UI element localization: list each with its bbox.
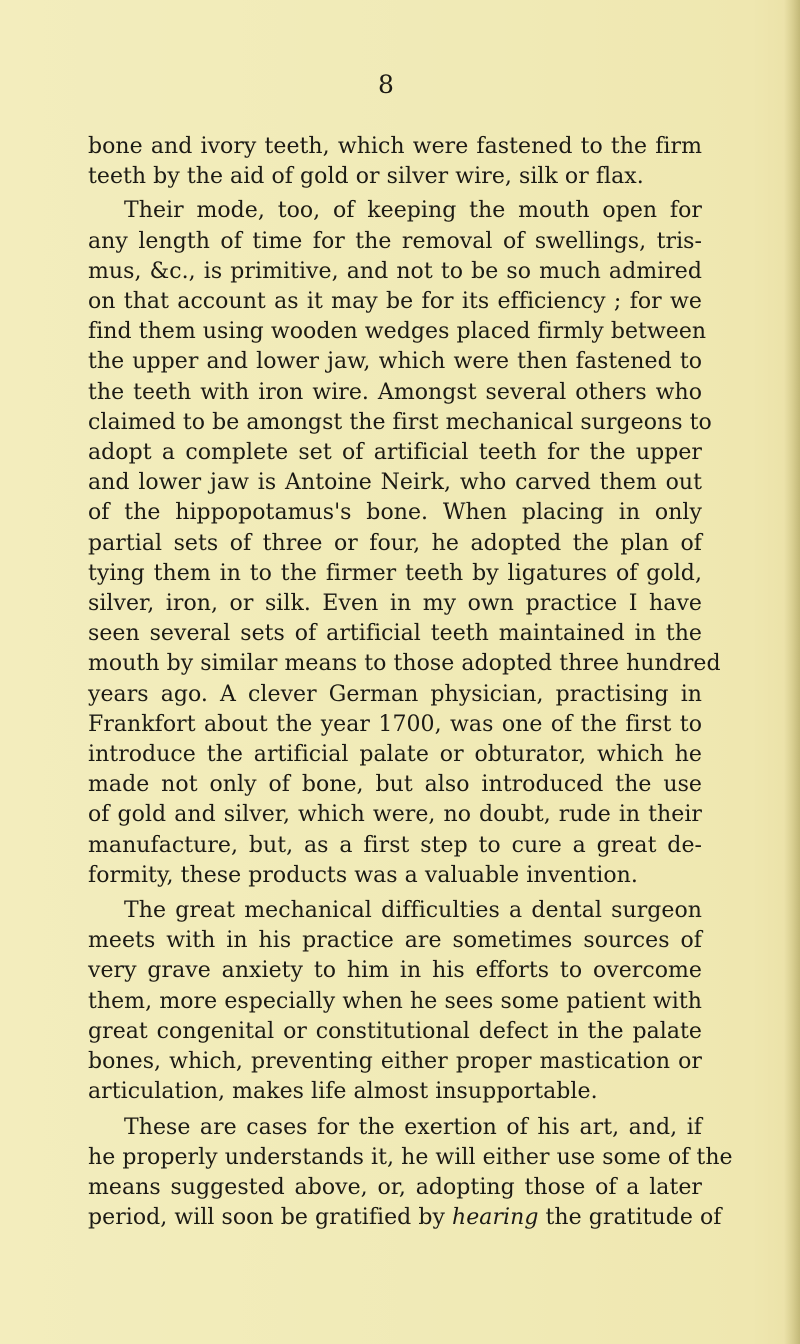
text-line: any length of time for the removal of swellings, tris- <box>88 228 702 254</box>
text-line: of the hippopotamus's bone. When placing in only <box>88 500 702 526</box>
italic-word: hearing <box>452 1205 539 1231</box>
text-line: claimed to be amongst the first mechanical surgeons to <box>88 409 712 435</box>
paragraph-2 <box>88 196 721 891</box>
text-line: and lower jaw is Antoine Neirk, who carved them out <box>88 470 702 496</box>
text-line: The great mechanical difficulties a dental surgeon <box>124 898 702 924</box>
text-line: introduce the artificial palate or obturator, which he <box>88 742 702 768</box>
text-line-with-italic <box>88 1203 722 1233</box>
text-line: formity, these products was a valuable invention. <box>88 862 638 888</box>
text-line: made not only of bone, but also introduced the use <box>88 772 702 798</box>
text-line: bone and ivory teeth, which were fastened to the firm <box>88 134 702 159</box>
paragraph-4 <box>88 1113 733 1234</box>
text-line: he properly understands it, he will either use some of the <box>88 1144 733 1170</box>
text-line: These are cases for the exertion of his art, and, if <box>124 1114 702 1140</box>
text-line: great congenital or constitutional defect in the palate <box>88 1018 702 1044</box>
text-line: tying them in to the firmer teeth by ligatures of gold, <box>88 560 702 586</box>
text-line: of gold and silver, which were, no doubt, rude in their <box>88 802 702 828</box>
text-line: years ago. A clever German physician, practising in <box>88 681 702 707</box>
text-line: mus, &c., is primitive, and not to be so much admired <box>88 258 702 284</box>
text-line: them, more especially when he sees some patient with <box>88 988 702 1014</box>
text-segment: the gratitude of <box>538 1205 722 1231</box>
page-edge-shadow <box>784 0 800 1344</box>
text-line: manufacture, but, as a first step to cure a great de- <box>88 832 702 858</box>
text-line: teeth by the aid of gold or silver wire, silk or flax. <box>88 164 644 190</box>
text-line: find them using wooden wedges placed firmly between <box>88 319 707 345</box>
text-line: Frankfort about the year 1700, was one of the first to <box>88 711 702 737</box>
body-text <box>88 132 733 1233</box>
text-line: the upper and lower jaw, which were then fastened to <box>88 349 702 375</box>
paragraph-3 <box>88 896 702 1107</box>
text-segment: period, will soon be gratified by <box>88 1205 453 1231</box>
text-line: very grave anxiety to him in his efforts to overcome <box>88 958 702 984</box>
text-line: meets with in his practice are sometimes sources of <box>88 928 702 954</box>
text-line: Their mode, too, of keeping the mouth open for <box>124 198 702 224</box>
text-line: seen several sets of artificial teeth maintained in the <box>88 621 702 647</box>
text-line: the teeth with iron wire. Amongst several others who <box>88 379 702 405</box>
text-line: on that account as it may be for its efficiency ; for we <box>88 289 702 315</box>
text-line: silver, iron, or silk. Even in my own practice I have <box>88 591 702 617</box>
text-line: means suggested above, or, adopting those of a later <box>88 1174 702 1200</box>
text-line: partial sets of three or four, he adopted the plan of <box>88 530 702 556</box>
text-line: bones, which, preventing either proper mastication or <box>88 1049 702 1075</box>
page-number: 8 <box>378 70 394 99</box>
paragraph-1 <box>88 132 702 192</box>
text-line: mouth by similar means to those adopted three hundred <box>88 651 721 677</box>
text-line: adopt a complete set of artificial teeth for the upper <box>88 440 702 466</box>
text-line: articulation, makes life almost insupportable. <box>88 1079 598 1105</box>
